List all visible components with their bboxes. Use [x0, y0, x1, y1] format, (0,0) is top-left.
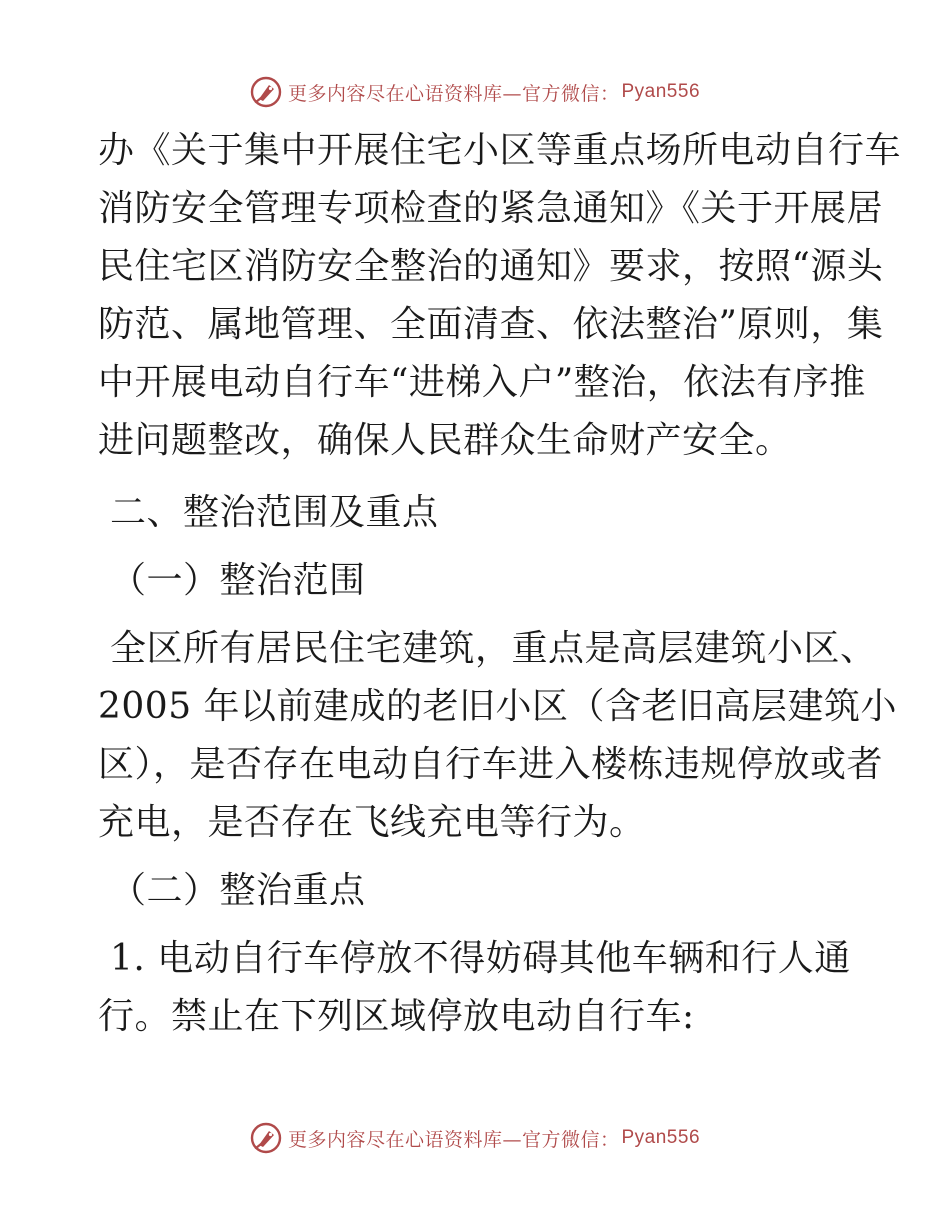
- watermark-footer: [0, 1118, 950, 1158]
- text-line: 进问题整改，确保人民群众生命财产安全。: [98, 420, 792, 461]
- text-line: 2005 年以前建成的老旧小区（含老旧高层建筑小: [98, 686, 898, 727]
- watermark-brand: Pyan556: [621, 1127, 701, 1148]
- watermark-brand: Pyan556: [621, 81, 701, 102]
- section-heading: 二、整治范围及重点: [110, 492, 439, 533]
- text-line: 中开展电动自行车“进梯入户”整治，依法有序推: [98, 362, 866, 403]
- paragraph-scope: [98, 620, 898, 852]
- text-line: 1. 电动自行车停放不得妨碍其他车辆和行人通: [110, 938, 851, 979]
- subsection-heading: （二）整治重点: [110, 870, 366, 911]
- text-line: 防范、属地管理、全面清查、依法整治”原则，集: [98, 304, 884, 345]
- pen-nib-logo-icon: [250, 76, 282, 108]
- watermark-text: 更多内容尽在心语资料库—官方微信：: [287, 82, 620, 105]
- text-line: 办《关于集中开展住宅小区等重点场所电动自行车: [98, 130, 902, 171]
- subsection-heading: （一）整治范围: [110, 560, 366, 601]
- watermark-header: [0, 72, 950, 112]
- document-body: [98, 122, 902, 1046]
- text-line: 消防安全管理专项检查的紧急通知》《关于开展居: [98, 188, 884, 229]
- text-line: 民住宅区消防安全整治的通知》要求，按照“源头: [98, 246, 884, 287]
- text-line: 全区所有居民住宅建筑，重点是高层建筑小区、: [110, 628, 877, 669]
- paragraph-intro: [98, 122, 902, 470]
- text-line: 区），是否存在电动自行车进入楼栋违规停放或者: [98, 744, 884, 785]
- pen-nib-logo-icon: [250, 1122, 282, 1154]
- paragraph-focus: [98, 930, 852, 1046]
- watermark-text: 更多内容尽在心语资料库—官方微信：: [287, 1128, 620, 1151]
- text-line: 行。禁止在下列区域停放电动自行车:: [98, 996, 695, 1037]
- text-line: 充电，是否存在飞线充电等行为。: [98, 802, 646, 843]
